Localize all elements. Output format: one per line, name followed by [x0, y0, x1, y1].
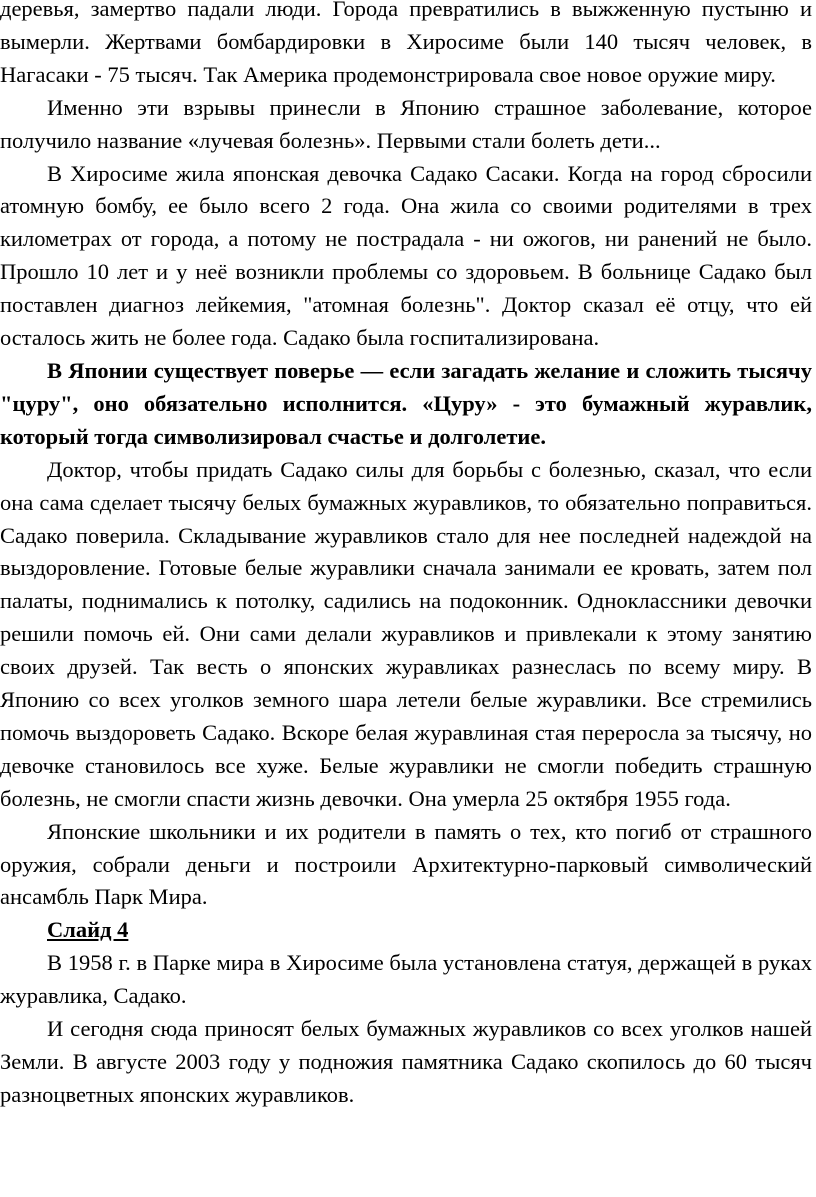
- paragraph-bombing-aftermath: деревья, замертво падали люди. Города превратились в выжженную пустыню и вымерли. Жертвами бомбардировки в Хиросиме были 140 тысяч человек, в Нагасаки - 75 тысяч. Так Америка продемонстрировала свое новое оружие миру.: [0, 0, 812, 87]
- paragraph-tsuru-belief: В Японии существует поверье — если загадать желание и сложить тысячу "цуру", оно обязательно исполнится. «Цуру» - это бумажный журавлик, который тогда символизировал счастье и долголетие.: [0, 357, 812, 449]
- paragraph-sadako-story: В Хиросиме жила японская девочка Садако Сасаки. Когда на город сбросили атомную бомбу, ее было всего 2 года. Она жила со своими родителями в трех километрах от города, а потому не пострадала - ни ожогов, ни ранений не было. Прошло 10 лет и у неё возникли проблемы со здоровьем. В больнице Садако был поставлен диагноз лейкемия, "атомная болезнь". Доктор сказал её отцу, что ей осталось жить не более года. Садако была госпитализирована.: [0, 160, 812, 351]
- paragraph-peace-park: Японские школьники и их родители в память о тех, кто погиб от страшного оружия, собрали деньги и построили Архитектурно-парковый символический ансамбль Парк Мира.: [0, 818, 812, 910]
- paragraph-paper-cranes: Доктор, чтобы придать Садако силы для борьбы с болезнью, сказал, что если она сама сделает тысячу белых бумажных журавликов, то обязательно поправиться. Садако поверила. Складывание журавликов стало для нее последней надеждой на выздоровление. Готовые белые журавлики сначала занимали ее кровать, затем пол палаты, поднимались к потолку, садились на подоконник. Одноклассники девочки решили помочь ей. Они сами делали журавликов и привлекали к этому занятию своих друзей. Так весть о японских журавликах разнеслась по всему миру. В Японию со всех уголков земного шара летели белые журавлики. Все стремились помочь выздороветь Садако. Вскоре белая журавлиная стая переросла за тысячу, но девочке становилось все хуже. Белые журавлики не смогли победить страшную болезнь, не смогли спасти жизнь девочки. Она умерла 25 октября 1955 года.: [0, 456, 812, 811]
- slide-heading: Слайд 4: [47, 917, 129, 943]
- paragraph-statue: В 1958 г. в Парке мира в Хиросиме была установлена статуя, держащей в руках журавлика, Садако.: [0, 950, 812, 1009]
- paragraph-radiation-sickness: Именно эти взрывы принесли в Японию страшное заболевание, которое получило название «лучевая болезнь». Первыми стали болеть дети...: [0, 94, 812, 153]
- paragraph-cranes-today: И сегодня сюда приносят белых бумажных журавликов со всех уголков нашей Земли. В августе 2003 году у подножия памятника Садако скопилось до 60 тысяч разноцветных японских журавликов.: [0, 1016, 812, 1107]
